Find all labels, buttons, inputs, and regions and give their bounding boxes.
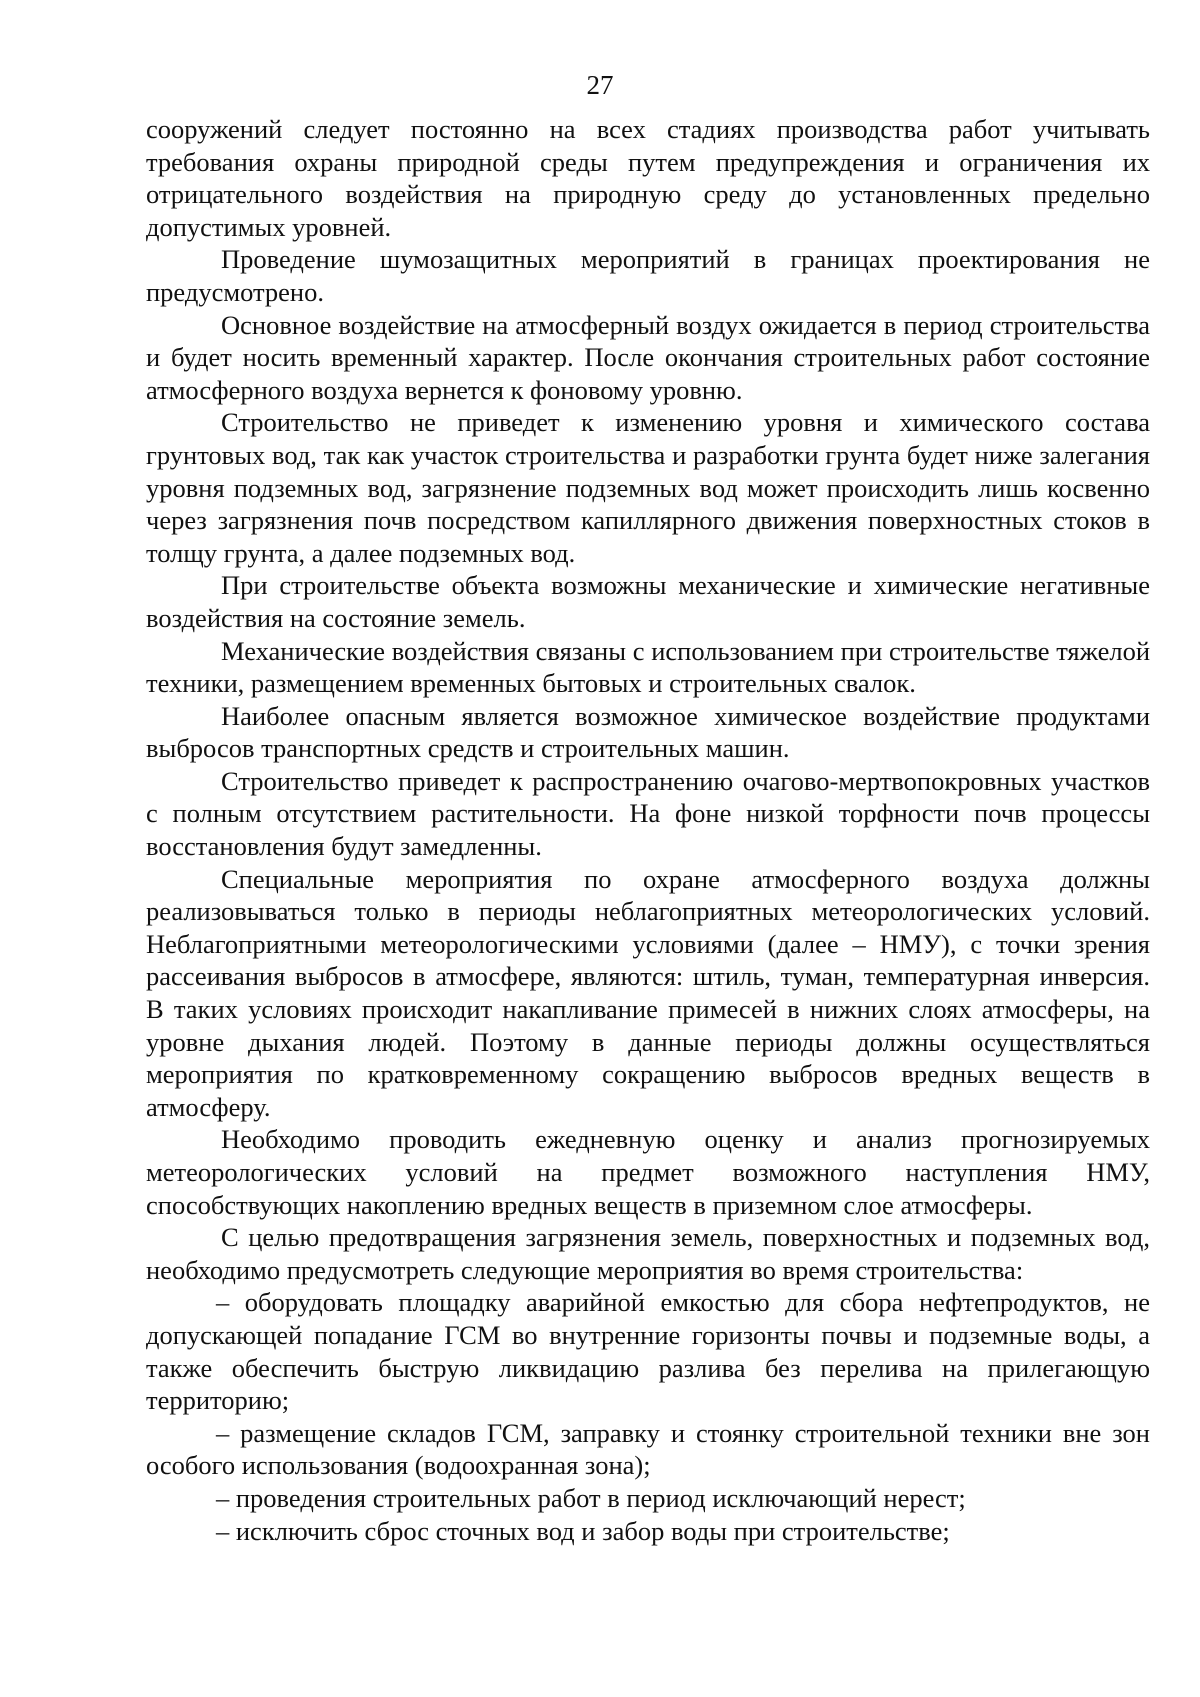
- page-number: 27: [586, 70, 614, 100]
- paragraph-chemical-impact: Наиболее опасным является возможное химическое воздействие продуктами выбросов транспортных средств и строительных машин.: [146, 700, 1150, 764]
- paragraph-vegetation: Строительство приведет к распространению очагово-мертвопокровных участков с полным отсутствием растительности. На фоне низкой торфности почв процессы восстановления будут замедленны.: [146, 765, 1150, 862]
- paragraph-mechanical-impact: Механические воздействия связаны с использованием при строительстве тяжелой техники, размещением временных бытовых и строительных свалок.: [146, 635, 1150, 699]
- paragraph-air-impact: Основное воздействие на атмосферный воздух ожидается в период строительства и будет носить временный характер. После окончания строительных работ состояние атмосферного воздуха вернется к фоновому уровню.: [146, 309, 1150, 405]
- list-item-wastewater: – исключить сброс сточных вод и забор воды при строительстве;: [216, 1515, 950, 1546]
- paragraph-pollution-prevention: С целью предотвращения загрязнения земель, поверхностных и подземных вод, необходимо предусмотреть следующие мероприятия во время строительства:: [146, 1222, 1150, 1285]
- list-item-fuel-storage: – размещение складов ГСМ, заправку и стоянку строительной техники вне зон особого использования (водоохранная зона);: [146, 1417, 1150, 1481]
- paragraph-groundwater: Строительство не приведет к изменению уровня и химического состава грунтовых вод, так как участок строительства и разработки грунта будет ниже залегания уровня подземных вод, загрязнение подземных вод может происходить лишь косвенно через загрязнения почв посредством капиллярного движения поверхностных стоков в толщу грунта, а далее подземных вод.: [146, 407, 1150, 568]
- document-body: [146, 113, 1150, 1547]
- list-item-emergency-tank: – оборудовать площадку аварийной емкостью для сбора нефтепродуктов, не допускающей попадание ГСМ во внутренние горизонты почвы и подземные воды, а также обеспечить быструю ликвидацию разлива без перелива на прилегающую территорию;: [146, 1287, 1150, 1416]
- list-item-spawning-period: – проведения строительных работ в период исключающий нерест;: [216, 1482, 966, 1513]
- paragraph-daily-assessment: Необходимо проводить ежедневную оценку и анализ прогнозируемых метеорологических условий на предмет возможного наступления НМУ, способствующих накоплению вредных веществ в приземном слое атмосферы.: [146, 1124, 1150, 1220]
- paragraph-land-impact: При строительстве объекта возможны механические и химические негативные воздействия на состояние земель.: [146, 570, 1150, 633]
- paragraph-nmu-measures: Специальные мероприятия по охране атмосферного воздуха должны реализовываться только в периоды неблагоприятных метеорологических условий. Неблагоприятными метеорологическими условиями (далее – НМУ), с точки зрения рассеивания выбросов в атмосфере, являются: штиль, туман, температурная инверсия. В таких условиях происходит накапливание примесей в нижних слоях атмосферы, на уровне дыхания людей. Поэтому в данные периоды должны осуществляться мероприятия по кратковременному сокращению выбросов вредных веществ в атмосферу.: [146, 863, 1150, 1122]
- paragraph-noise-protection: Проведение шумозащитных мероприятий в границах проектирования не предусмотрено.: [146, 244, 1150, 307]
- paragraph-continuation: сооружений следует постоянно на всех стадиях производства работ учитывать требования охраны природной среды путем предупреждения и ограничения их отрицательного воздействия на природную среду до установленных предельно допустимых уровней.: [146, 114, 1150, 242]
